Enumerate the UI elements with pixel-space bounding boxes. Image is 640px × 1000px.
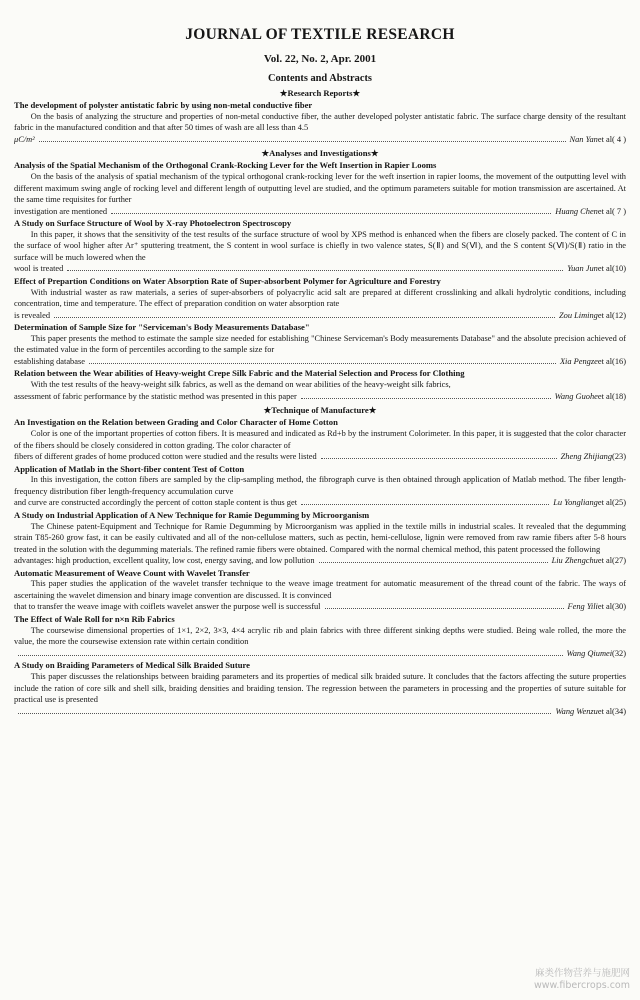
article-title: Determination of Sample Size for "Serviceman's Body Measurements Database" xyxy=(14,322,310,333)
article-page: et al( 4 ) xyxy=(597,134,626,144)
article-entry xyxy=(14,160,626,217)
journal-title: JOURNAL OF TEXTILE RESEARCH xyxy=(185,26,455,43)
article-title: Analysis of the Spatial Mechanism of the Orthogonal Crank-Rocking Lever for the Weft Insertion in Rapier Looms xyxy=(14,160,437,171)
article-abstract: In this investigation, the cotton fibers are sampled by the clip-sampling method, the fibrograph curve is then obtained through application of Matlab method. The fiber length-frequency distribution fiber length-frequency accumulation curve xyxy=(14,475,626,496)
article-author: Lu Yongliang xyxy=(553,498,598,508)
article-abstract: With the test results of the heavy-weight silk fabrics, as well as the demand on wear abilities of the heavy-weight silk fabrics, xyxy=(30,380,451,390)
watermark-line1: 麻类作物营养与施肥网 xyxy=(534,968,630,979)
article-abstract: This paper discusses the relationships between braiding parameters and its properties of medical silk braided suture. It concludes that the factors affecting the suture properties include the ration of core silk and shell silk, braiding densities and braiding tension. The regression between the parameters in processing and the properties of suture suitable for practical use is presented xyxy=(14,672,626,705)
section-heading: ★Research Reports★ xyxy=(279,88,361,98)
contents-list xyxy=(14,88,626,717)
section-heading: ★Analyses and Investigations★ xyxy=(261,148,379,159)
dot-leader xyxy=(67,270,563,271)
article-entry xyxy=(14,568,626,613)
dot-leader xyxy=(39,141,566,142)
article-page: et al(30) xyxy=(597,602,626,612)
abstract-tail: wool is treated xyxy=(14,264,64,274)
abstract-tail: fibers of different grades of home produced cotton were studied and the results were listed xyxy=(14,452,317,462)
article-abstract: In this paper, it shows that the sensitivity of the test results of the surface structure of wool by XPS method is enhanced when the fibers are closely packed. The content of C in the surface of wool higher after Ar⁺ sputtering treatment, the S content in wool surface is chiefly in two valence states, S(Ⅱ) and S(Ⅵ), and the S content S(Ⅵ)/S(Ⅱ) ratio in the surface will be much lowered when the xyxy=(14,229,626,262)
article-entry xyxy=(14,322,626,367)
article-leader-line xyxy=(14,555,626,567)
abstract-tail: that to transfer the weave image with coiflets wavelet answer the purpose well is successful xyxy=(14,602,321,612)
article-author: Liu Zhengchu xyxy=(551,556,598,566)
dot-leader xyxy=(18,713,551,714)
article-leader-line xyxy=(14,601,626,613)
abstract-tail: is revealed xyxy=(14,310,51,320)
dot-leader xyxy=(54,317,555,318)
article-author: Huang Chen xyxy=(555,206,598,216)
section-heading: ★Technique of Manufacture★ xyxy=(263,405,377,416)
article-title: An Investigation on the Relation between Grading and Color Character of Home Cotton xyxy=(14,417,338,428)
article-leader-line xyxy=(14,451,626,463)
watermark-line2: www.fibercrops.com xyxy=(533,980,630,991)
dot-leader xyxy=(301,504,549,505)
article-entry xyxy=(14,660,626,717)
article-leader-line xyxy=(14,356,626,368)
article-abstract: The coursewise dimensional properties of 1×1, 2×2, 3×3, 4×4 acrylic rib and plain fabrics with three different sinking depths were studied. Being wale rolled, the more the value, the more the coursewise extension rate within certain condition xyxy=(14,625,626,647)
article-title: Application of Matlab in the Short-fiber content Test of Cotton xyxy=(14,463,245,474)
article-entry xyxy=(14,614,626,659)
article-title: Automatic Measurement of Weave Count with Wavelet Transfer xyxy=(14,567,250,578)
article-leader-line xyxy=(14,263,626,275)
dot-leader xyxy=(319,562,548,563)
dot-leader xyxy=(321,458,557,459)
article-author: Nan Yan xyxy=(569,134,598,144)
article-entry xyxy=(14,417,626,462)
abstract-tail: investigation are mentioned xyxy=(14,206,108,216)
article-page: et al(25) xyxy=(597,498,626,508)
article-abstract: This paper studies the application of the wavelet transfer technique to the weave image treatment for automatic measurement of the thread count of the fabric. The ways of ascertaining the wavelet dimension and binary image convention are discussed. It is convinced xyxy=(14,579,626,600)
article-author: Xia Pengze xyxy=(559,356,598,366)
article-leader-line xyxy=(14,310,626,322)
article-entry xyxy=(14,464,626,509)
article-abstract: On the basis of the analysis of spatial mechanism of the typical orthogonal crank-rocking lever for the weft insertion in rapier looms, the movement of the outputting level with different maximum swing angle of rocking level and different length of outputting level are studied, and the optimum parameters suitable for motion transmission are ascertained. At the same time requisites for further xyxy=(14,172,626,205)
dot-leader xyxy=(18,655,563,656)
article-page: et al(18) xyxy=(597,391,626,401)
article-page: (23) xyxy=(612,452,626,462)
article-author: Zheng Zhijiang xyxy=(560,452,613,462)
article-page: et al(12) xyxy=(597,310,626,320)
article-title: Effect of Prepartion Conditions on Water Absorption Rate of Super-absorbent Polymer for Agriculture and Forestry xyxy=(14,275,441,286)
dot-leader xyxy=(89,363,556,364)
article-leader-line xyxy=(14,497,626,509)
article-entry xyxy=(14,218,626,275)
article-entry xyxy=(14,276,626,321)
article-author: Wang Wenzu xyxy=(555,706,598,716)
article-page: et al(34) xyxy=(597,706,626,716)
article-title: A Study on Industrial Application of A New Technique for Ramie Degumming by Microorganism xyxy=(14,509,370,520)
abstract-tail: establishing database xyxy=(14,356,85,366)
article-abstract: On the basis of analyzing the structure and properties of non-metal conductive fiber, the auther developed polyster antistatic fabric. The surface charge density of the resultant fabric in the manufactured condition and that after 50 times of wash are all less than 4.5 xyxy=(14,111,626,133)
article-page: et al( 7 ) xyxy=(597,206,626,216)
abstract-tail: advantages: high production, excellent quality, low cost, energy saving, and low pollution xyxy=(14,556,315,566)
watermark xyxy=(534,968,630,992)
abstract-tail: μC/m² xyxy=(14,134,35,144)
volume-line: Vol. 22, No. 2, Apr. 2001 xyxy=(263,53,377,65)
dot-leader xyxy=(325,608,564,609)
article-abstract: Color is one of the important properties of cotton fibers. It is measured and indicated as Rd+b by the instrument Colorimeter. In this paper, it is suggested that the color character of the fibers should be closely considered in cotton grading. The color character of xyxy=(14,429,626,450)
article-entry xyxy=(14,100,626,145)
article-author: Wang Qiumei xyxy=(566,648,613,658)
article-page: et al(16) xyxy=(597,356,626,366)
article-abstract: This paper presents the method to estimate the sample size needed for establishing "Chinese Serviceman's Body measurements Database" and the absolute precision achieved of the estimated value in the form of percentiles according to the sample size for xyxy=(14,333,626,355)
abstract-tail: and curve are constructed accordingly the percent of cotton staple content is thus get xyxy=(14,498,298,508)
article-page: et al(27) xyxy=(597,556,626,566)
dot-leader xyxy=(111,213,551,214)
article-leader-line xyxy=(14,706,626,718)
article-author: Feng Yili xyxy=(567,602,598,612)
article-leader-line xyxy=(14,134,626,146)
article-title: The development of polyster antistatic fabric by using non-metal conductive fiber xyxy=(14,100,313,110)
article-title: A Study on Surface Structure of Wool by X-ray Photoelectron Spectroscopy xyxy=(14,218,292,229)
article-leader-line xyxy=(14,206,626,218)
article-entry xyxy=(14,510,626,567)
article-abstract: The Chinese patent-Equipment and Technique for Ramie Degumming by Microorganism was applied in the textile mills in industrial scales. It revealed that the degumming strain T85-260 grow fast, it can be easily cultivated and all of the non-cellulose matters, such as pectin, hemi-cellulose, lignin were removed from raw ramie fibers after 5-8 hours treated in the solution with the degumming materials. The refined ramie fibers were obtained. Compared with the normal chemical method, this patent processed the following xyxy=(14,521,626,554)
article-leader-line xyxy=(14,391,626,403)
dot-leader xyxy=(301,398,551,399)
article-page: et al(10) xyxy=(597,264,626,274)
article-title: The Effect of Wale Roll for n×n Rib Fabrics xyxy=(14,613,175,624)
article-leader-line xyxy=(14,648,626,660)
contents-heading: Contents and Abstracts xyxy=(268,73,372,84)
article-title: Relation between the Wear abilities of Heavy-weight Crepe Silk Fabric and the Material Selection and Process for Clothing xyxy=(14,368,465,379)
article-author: Wang Guohe xyxy=(554,391,598,401)
article-author: Zou Liming xyxy=(558,310,598,320)
article-entry xyxy=(14,368,626,402)
article-page: (32) xyxy=(612,648,626,658)
article-title: A Study on Braiding Parameters of Medical Silk Braided Suture xyxy=(14,660,250,671)
article-abstract: With industrial waster as raw materials, a series of super-absorbers of polyacrylic acid salt are prepared at different crosslinking and alkali hydrolytic conditions, including concentration, time and temperature. The effect of preparation condition on water absorption rate xyxy=(14,287,626,309)
article-author: Yuan Jun xyxy=(567,264,598,274)
abstract-tail: assessment of fabric performance by the statistic method was presented in this paper xyxy=(14,391,297,401)
